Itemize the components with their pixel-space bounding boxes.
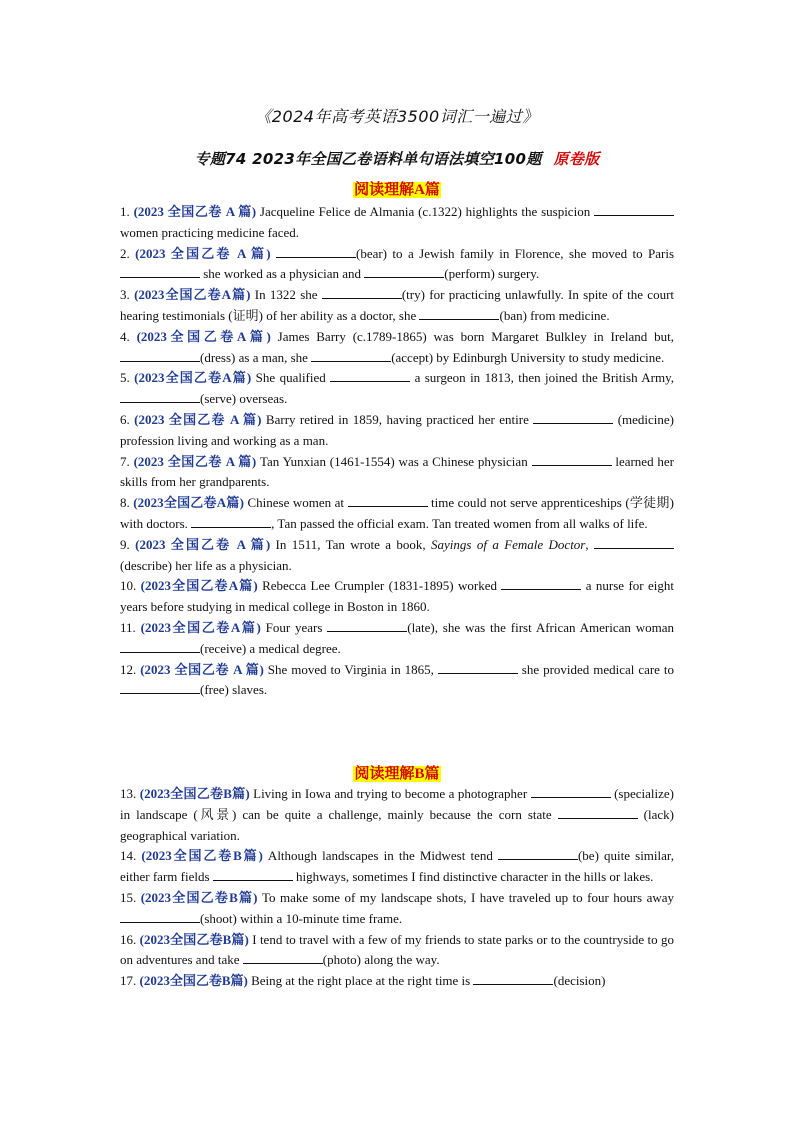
question-item: 4. (2023全国乙卷A篇) James Barry (c.1789-1865) was born Margaret Bulkley in Ireland but, (dress) as a man, she (accept) by Edinburgh University to study medicine. (120, 328, 675, 365)
section-a-questions (120, 202, 674, 701)
question-item: 10. (2023全国乙卷A篇) Rebecca Lee Crumpler (1831-1895) worked a nurse for eight years before studying in medical college in Boston in 1860. (120, 578, 675, 615)
document-subtitle (0, 148, 794, 169)
question-source: (2023 全国乙卷 A 篇) (135, 245, 271, 261)
question-item: 16. (2023全国乙卷B篇) I tend to travel with a few of my friends to state parks or to the countryside to go on adventures and take (photo) along the way. (120, 931, 674, 968)
question-item: 9. (2023 全国乙卷 A 篇) In 1511, Tan wrote a book, Sayings of a Female Doctor, (describe) her life as a physician. (120, 535, 674, 577)
answer-blank[interactable] (531, 785, 611, 798)
answer-blank[interactable] (438, 661, 518, 674)
question-source: (2023 全国乙卷 A 篇) (140, 661, 264, 677)
answer-blank[interactable] (594, 536, 674, 549)
question-source: (2023全国乙卷A篇) (140, 578, 258, 594)
answer-blank[interactable] (191, 515, 271, 528)
answer-blank[interactable] (213, 868, 293, 881)
answer-blank[interactable] (330, 369, 410, 382)
answer-blank[interactable] (327, 619, 407, 632)
question-number: 14. (120, 848, 142, 864)
question-source: (2023全国乙卷A篇) (134, 370, 252, 386)
answer-blank[interactable] (120, 349, 200, 362)
section-b-questions (120, 784, 674, 992)
answer-blank[interactable] (473, 972, 553, 985)
question-source: (2023全国乙卷B篇) (141, 848, 263, 864)
question-item: 11. (2023全国乙卷A篇) Four years (late), she was the first African American woman (receive) a medical degree. (120, 619, 674, 656)
answer-blank[interactable] (243, 951, 323, 964)
question-source: (2023全国乙卷B篇) (139, 973, 248, 989)
question-number: 17. (120, 973, 140, 989)
question-source: (2023全国乙卷A篇) (140, 619, 261, 635)
question-item: 17. (2023全国乙卷B篇) Being at the right place at the right time is (decision) (120, 973, 606, 989)
section-heading-a: 阅读理解A篇 (354, 182, 440, 198)
book-title: Sayings of a Female Doctor (431, 536, 586, 552)
question-item: 14. (2023全国乙卷B篇) Although landscapes in the Midwest tend (be) quite similar, either farm fields highways, sometimes I find distinctive character in the hills or lakes. (120, 848, 674, 885)
question-source: (2023 全国乙卷 A 篇) (134, 411, 262, 427)
question-item: 15. (2023全国乙卷B篇) To make some of my landscape shots, I have traveled up to four hours away (shoot) within a 10-minute time frame. (120, 889, 675, 926)
answer-blank[interactable] (348, 494, 428, 507)
answer-blank[interactable] (120, 390, 200, 403)
question-item: 6. (2023 全国乙卷 A 篇) Barry retired in 1859, having practiced her entire (medicine) profession living and working as a man. (120, 411, 674, 448)
question-item: 5. (2023全国乙卷A篇) She qualified a surgeon in 1813, then joined the British Army, (serve) overseas. (120, 370, 674, 407)
answer-blank[interactable] (120, 681, 200, 694)
question-number: 12. (120, 661, 141, 677)
edition-label: 原卷版 (553, 150, 600, 168)
question-source: (2023 全国乙卷 A 篇) (135, 536, 271, 552)
document-title: 《2024年高考英语3500词汇一遍过》 (255, 107, 539, 126)
question-number: 16. (120, 931, 140, 947)
answer-blank[interactable] (419, 307, 499, 320)
answer-blank[interactable] (533, 411, 613, 424)
answer-blank[interactable] (501, 577, 581, 590)
question-number: 5. (120, 370, 135, 386)
question-number: 8. (120, 495, 134, 511)
question-item: 3. (2023全国乙卷A篇) In 1322 she (try) for practicing unlawfully. In spite of the court hearing testimonials (证明) of her ability as a doctor, she (ban) from medicine. (120, 287, 675, 323)
question-number: 15. (120, 889, 141, 905)
section-heading-b: 阅读理解B篇 (354, 766, 440, 782)
question-number: 2. (120, 245, 136, 261)
answer-blank[interactable] (498, 847, 578, 860)
answer-blank[interactable] (120, 910, 200, 923)
question-source: (2023 全国乙卷 A 篇) (133, 453, 257, 469)
question-source: (2023全国乙卷A篇) (136, 328, 271, 344)
question-item: 2. (2023 全国乙卷 A 篇) (bear) to a Jewish family in Florence, she moved to Paris she worked as a physician and (perform) surgery. (120, 245, 675, 282)
answer-blank[interactable] (120, 265, 200, 278)
question-item: 8. (2023全国乙卷A篇) Chinese women at time could not serve apprenticeships (学徒期) with doctors. , Tan passed the official exam. Tan treated women from all walks of life. (120, 495, 674, 531)
question-item: 13. (2023全国乙卷B篇) Living in Iowa and trying to become a photographer (specialize) in landscape (风景) can be quite a challenge, mainly because the corn state (lack) geographical variation. (120, 786, 675, 843)
question-source: (2023全国乙卷B篇) (139, 786, 250, 801)
answer-blank[interactable] (311, 349, 391, 362)
question-number: 10. (120, 578, 141, 594)
question-number: 11. (120, 619, 141, 635)
question-number: 13. (120, 786, 140, 801)
question-number: 1. (120, 204, 134, 219)
question-source: (2023全国乙卷B篇) (140, 889, 258, 905)
question-number: 3. (120, 287, 135, 303)
answer-blank[interactable] (364, 265, 444, 278)
answer-blank[interactable] (594, 203, 674, 216)
subtitle-text: 专题74 2023年全国乙卷语料单句语法填空100题 (194, 150, 542, 168)
question-item: 1. (2023 全国乙卷 A 篇) Jacqueline Felice de Almania (c.1322) highlights the suspicion women practicing medicine faced. (120, 202, 674, 244)
question-item: 7. (2023 全国乙卷 A 篇) Tan Yunxian (1461-1554) was a Chinese physician learned her skills from her grandparents. (120, 453, 674, 490)
question-number: 9. (120, 536, 136, 552)
answer-blank[interactable] (276, 245, 356, 258)
answer-blank[interactable] (120, 640, 200, 653)
answer-blank[interactable] (532, 453, 612, 466)
question-number: 6. (120, 411, 135, 427)
question-source: (2023全国乙卷A篇) (134, 287, 251, 303)
question-source: (2023全国乙卷B篇) (139, 931, 249, 947)
question-number: 4. (120, 328, 137, 344)
question-item: 12. (2023 全国乙卷 A 篇) She moved to Virginia in 1865, she provided medical care to (free) slaves. (120, 661, 675, 698)
question-number: 7. (120, 453, 134, 469)
question-source: (2023 全国乙卷 A 篇) (133, 204, 257, 219)
question-source: (2023全国乙卷A篇) (133, 495, 244, 511)
answer-blank[interactable] (558, 806, 638, 819)
answer-blank[interactable] (322, 286, 402, 299)
